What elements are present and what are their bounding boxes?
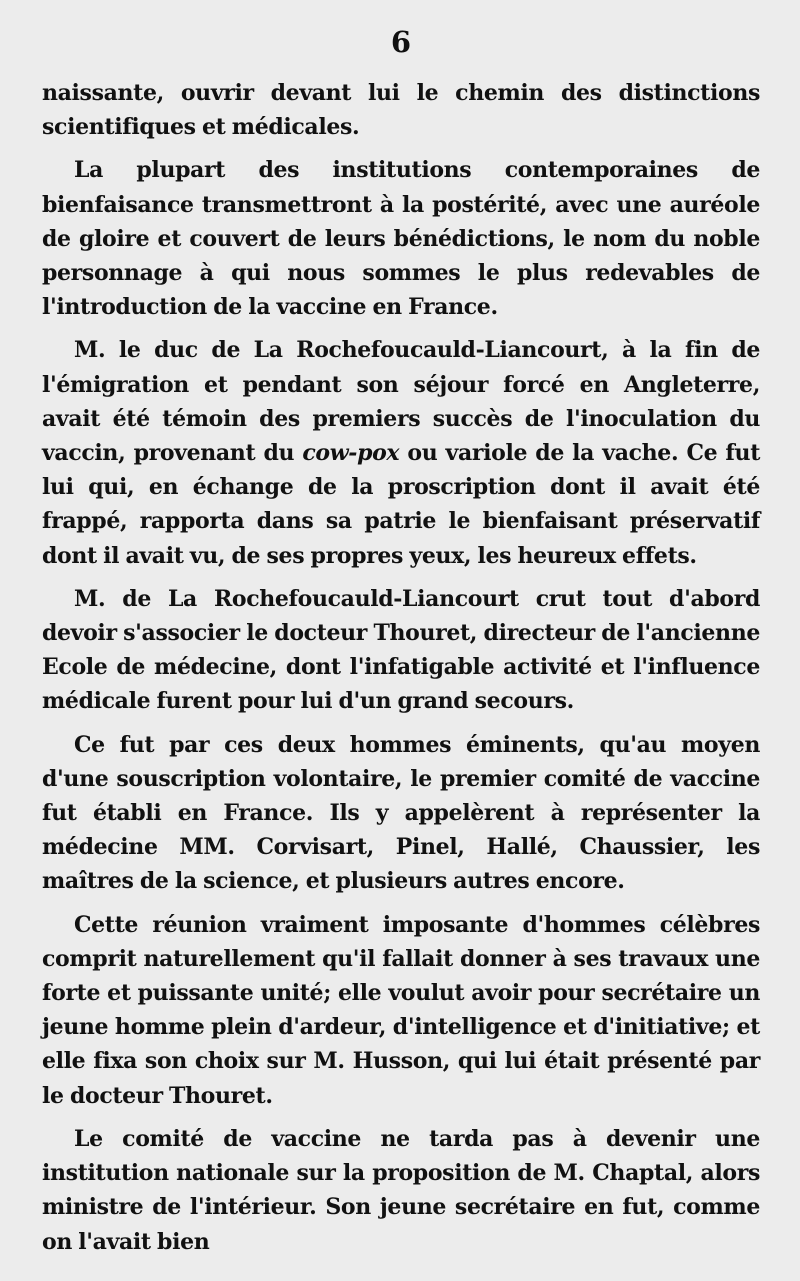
paragraph-text: Cette réunion vraiment imposante d'hommes célèbres comprit naturellement qu'il fallait donner à ses travaux une forte et puissante unité; elle voulut avoir pour secrétaire un jeune homme plein d'ardeur, d'intelligence et d'initiative; et elle fixa son choix sur M. Husson, qui lui était présenté par le docteur Thouret. (42, 911, 760, 1109)
paragraph (42, 333, 760, 572)
paragraph-text: M. le duc de La Rochefoucauld-Liancourt, à la fin de l'émigration et pendant son séjour forcé en Angleterre, avait été témoin des premiers succès de l'inoculation du vaccin, provenant du (42, 337, 760, 467)
paragraph-text: M. de La Rochefoucauld-Liancourt crut tout d'abord devoir s'associer le docteur Thouret, directeur de l'ancienne Ecole de médecine, dont l'infatigable activité et l'influence médicale furent pour lui d'un grand secours. (42, 585, 760, 715)
paragraph (42, 728, 760, 899)
paragraph (42, 582, 760, 719)
paragraph-text: Ce fut par ces deux hommes éminents, qu'au moyen d'une souscription volontaire, le premier comité de vaccine fut établi en France. Ils y appelèrent à représenter la médecine MM. Corvisart, Pinel, Hallé, Chaussier, les maîtres de la science, et plusieurs autres encore. (42, 731, 760, 895)
paragraph (42, 76, 760, 144)
italic-term: cow-pox (302, 440, 400, 467)
page-number: 6 (390, 25, 412, 59)
paragraph-text: La plupart des institutions contemporaines de bienfaisance transmettront à la postérité, avec une auréole de gloire et couvert de leurs bénédictions, le nom du noble personnage à qui nous sommes le plus redevables de l'introduction de la vaccine en France. (42, 157, 760, 321)
paragraph-text: naissante, ouvrir devant lui le chemin des distinctions scientifiques et médicales. (42, 80, 760, 141)
paragraph-text: Le comité de vaccine ne tarda pas à devenir une institution nationale sur la proposition de M. Chaptal, alors ministre de l'intérieur. Son jeune secrétaire en fut, comme on l'avait bien (42, 1125, 760, 1255)
paragraph (42, 153, 760, 324)
page-body (42, 76, 760, 1259)
paragraph (42, 908, 760, 1113)
paragraph-text: ou variole de la vache. Ce fut lui qui, en échange de la proscription dont il avait été frappé, rapporta dans sa patrie le bienfaisant préservatif dont il avait vu, de ses propres yeux, les heureux effets. (42, 440, 761, 569)
paragraph (42, 1122, 760, 1259)
